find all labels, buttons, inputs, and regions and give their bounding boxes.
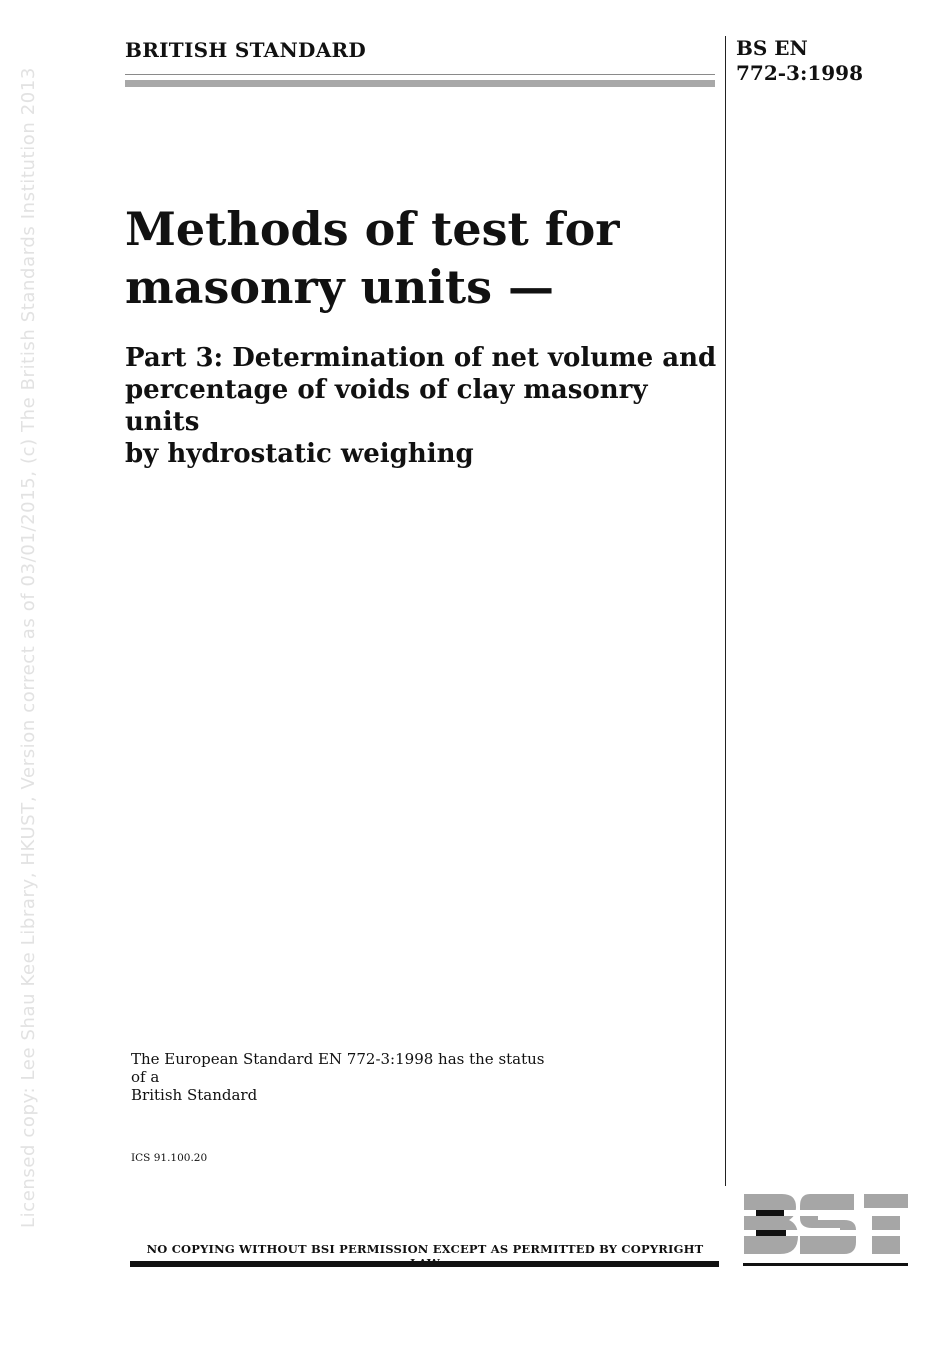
- document-number: [736, 36, 926, 86]
- copyright-notice: NO COPYING WITHOUT BSI PERMISSION EXCEPT AS PERMITTED BY COPYRIGHT: [146, 1242, 704, 1256]
- footer-rule: [130, 1261, 719, 1267]
- bsi-logo-icon: [742, 1192, 910, 1256]
- title-line-2: masonry units —: [125, 260, 555, 314]
- status-statement: [131, 1050, 551, 1104]
- subtitle-line-3: by hydrostatic weighing: [125, 439, 474, 469]
- ics-code: ICS 91.100.20: [131, 1152, 208, 1164]
- header-rule-thin: [125, 74, 715, 75]
- standard-type-label: BRITISH STANDARD: [125, 38, 367, 62]
- doc-number-line-2: 772-3:1998: [736, 61, 864, 85]
- doc-number-line-1: BS EN: [736, 36, 808, 60]
- subtitle-line-2: percentage of voids of clay masonry units: [125, 375, 648, 437]
- logo-underline-rule: [743, 1263, 908, 1266]
- status-line-2: British Standard: [131, 1086, 258, 1104]
- document-title: [125, 200, 715, 316]
- title-line-1: Methods of test for: [125, 202, 620, 256]
- license-watermark: Licensed copy: Lee Shau Kee Library, HKUST, Version correct as of 03/01/2015, (c) The British Standards Institution 2013: [18, 67, 39, 1228]
- status-line-1: The European Standard EN 772-3:1998 has the status of a: [131, 1050, 545, 1086]
- subtitle-line-1: Part 3: Determination of net volume and: [125, 343, 717, 373]
- document-subtitle: [125, 342, 725, 470]
- vertical-divider: [725, 36, 726, 1186]
- header-rule-thick: [125, 80, 715, 87]
